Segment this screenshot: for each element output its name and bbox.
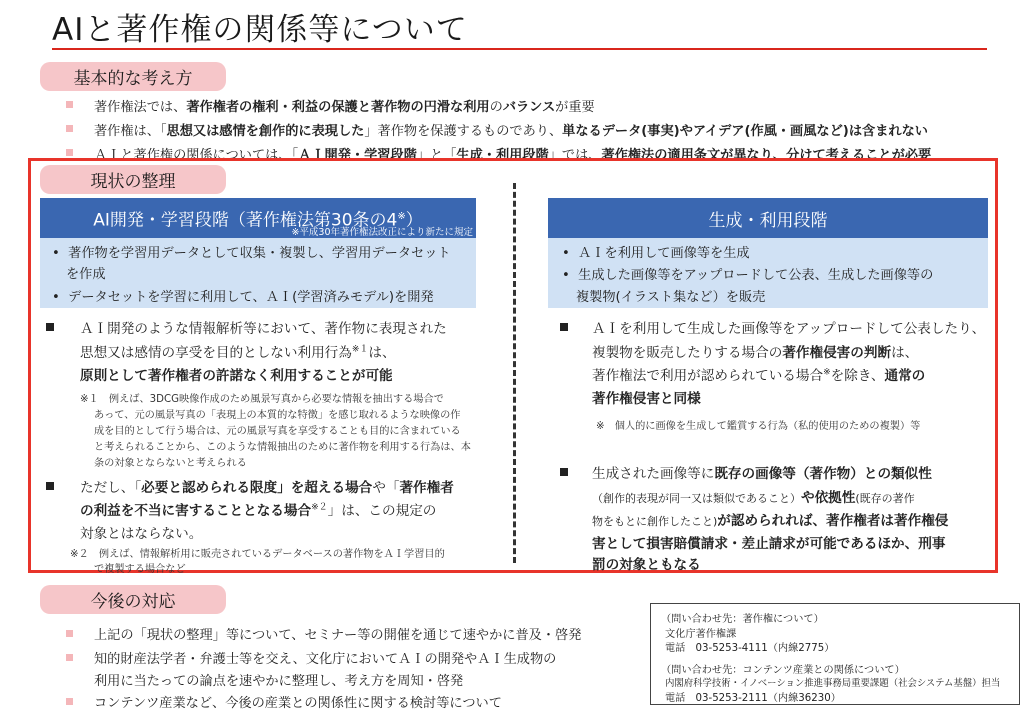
section-heading-future: 今後の対応 — [40, 585, 226, 614]
left-activity-2: • データセットを学習に利用して、ＡＩ(学習済みモデル)を開発 — [52, 290, 434, 305]
right-p2-line2: （創作的表現が同一又は類似であること）や依拠性(既存の著作 — [592, 490, 915, 506]
left-note1-line2: あって、元の風景写真の「表現上の本質的な特徴」を感じ取れるような映像の作 — [94, 410, 461, 421]
bullet-marker — [66, 125, 73, 132]
contact-line-6: 電話 03-5253-2111（内線36230） — [665, 693, 841, 704]
left-note1-line1: ※１ 例えば、3DCG映像作成のため風景写真から必要な情報を抽出する場合で — [80, 394, 444, 405]
contact-box — [650, 603, 1020, 705]
bullet-marker — [66, 630, 73, 637]
left-note2-line2: で複製する場合など — [94, 564, 186, 575]
right-note1: ※ 個人的に画像を生成して鑑賞する行為（私的使用のための複製）等 — [596, 421, 921, 432]
left-note2-line1: ※２ 例えば、情報解析用に販売されているデータベースの著作物をＡＩ学習目的 — [70, 549, 445, 560]
paragraph-marker — [560, 468, 568, 476]
left-activity-1: • 著作物を学習用データとして収集・複製し、学習用データセット — [52, 246, 451, 261]
left-column-header: AI開発・学習段階（著作権法第30条の4※） — [40, 198, 476, 238]
basic-bullet-1: 著作権法では、著作権者の権利・利益の保護と著作物の円滑な利用のバランスが重要 — [94, 100, 595, 115]
bullet-marker — [66, 654, 73, 661]
left-note1-line5: 条の対象とならないと考えられる — [94, 458, 247, 469]
bullet-marker — [66, 149, 73, 156]
right-activity-2-cont: 複製物(イラスト集など）を販売 — [576, 290, 766, 305]
left-note1-line3: 成を目的として行う場合は、元の風景写真を享受することも目的に含まれている — [94, 426, 461, 437]
right-p2-line1: 生成された画像等に既存の画像等（著作物）との類似性 — [592, 466, 932, 482]
basic-bullet-3: ＡＩと著作権の関係については、「ＡＩ開発・学習段階」と「生成・利用段階」では、著作権法の適用条文が異なり、分けて考えることが必要 — [94, 148, 932, 163]
right-p1-line1: ＡＩを利用して生成した画像等をアップロードして公表したり、 — [592, 321, 986, 337]
future-bullet-2-cont: 利用に当たっての論点を速やかに整理し、考え方を周知・啓発 — [94, 674, 464, 689]
left-activity-1-cont: を作成 — [66, 267, 106, 282]
left-note1-line4: と考えられることから、このような情報抽出のために著作物を利用する行為は、本 — [94, 442, 471, 453]
right-p1-line3: 著作権法で利用が認められている場合※を除き、通常の — [592, 367, 926, 384]
right-p2-line3: 物をもとに創作したこと)が認められれば、著作権者は著作権侵 — [592, 513, 949, 529]
right-activity-1: • ＡＩを利用して画像等を生成 — [562, 246, 750, 261]
left-p1-line2: 思想又は感情の享受を目的としない利用行為$^{※1}$は、 — [80, 344, 396, 361]
paragraph-marker — [46, 323, 54, 331]
future-bullet-1: 上記の「現状の整理」等について、セミナー等の開催を通じて速やかに普及・啓発 — [94, 628, 582, 643]
paragraph-marker — [560, 323, 568, 331]
basic-bullet-2: 著作権は、「思想又は感情を創作的に表現した」著作物を保護するものであり、単なるデータ(事実)やアイデア(作風・画風など)は含まれない — [94, 124, 928, 139]
right-p2-line4: 害として損害賠償請求・差止請求が可能であるほか、刑事 — [592, 536, 946, 552]
bullet-marker — [66, 101, 73, 108]
page-title: AIと著作権の関係等について — [52, 12, 468, 48]
paragraph-marker — [46, 482, 54, 490]
title-underline — [52, 48, 987, 50]
bullet-marker — [66, 698, 73, 705]
left-header-note: ※平成30年著作権法改正により新たに規定 — [291, 227, 473, 238]
section-heading-current: 現状の整理 — [40, 165, 226, 194]
contact-line-3: 電話 03-5253-4111（内線2775） — [665, 643, 835, 654]
contact-line-2: 文化庁著作権課 — [665, 629, 737, 640]
column-divider — [513, 183, 516, 563]
left-p2-line3: 対象とはならない。 — [80, 526, 203, 542]
contact-line-5: 内閣府科学技術・イノベーション推進事務局重要課題（社会システム基盤）担当 — [665, 678, 1001, 689]
left-p2-line1: ただし、「必要と認められる限度」を超える場合や「著作権者 — [80, 480, 454, 496]
right-p1-line4: 著作権侵害と同様 — [592, 391, 701, 407]
right-column-header: 生成・利用段階 — [548, 198, 988, 238]
left-header-text: AI開発・学習段階（著作権法第30条の4 — [93, 210, 398, 231]
right-activity-2: • 生成した画像等をアップロードして公表、生成した画像等の — [562, 268, 934, 283]
left-p1-line3: 原則として著作権者の許諾なく利用することが可能 — [80, 368, 393, 384]
right-p1-line2: 複製物を販売したりする場合の著作権侵害の判断は、 — [592, 345, 919, 361]
contact-line-4: （問い合わせ先：コンテンツ産業との関係について） — [661, 665, 905, 676]
contact-line-1: （問い合わせ先：著作権について） — [661, 614, 824, 625]
future-bullet-2: 知的財産法学者・弁護士等を交え、文化庁においてＡＩの開発やＡＩ生成物の — [94, 652, 557, 667]
left-p1-line1: ＡＩ開発のような情報解析等において、著作物に表現された — [80, 321, 447, 337]
left-p2-line2: の利益を不当に害することとなる場合$^{※2}$」は、この規定の — [80, 502, 437, 519]
section-heading-basic: 基本的な考え方 — [40, 62, 226, 91]
future-bullet-3: コンテンツ産業など、今後の産業との関係性に関する検討等について — [94, 696, 502, 711]
right-p2-line5: 罰の対象ともなる — [592, 557, 701, 573]
